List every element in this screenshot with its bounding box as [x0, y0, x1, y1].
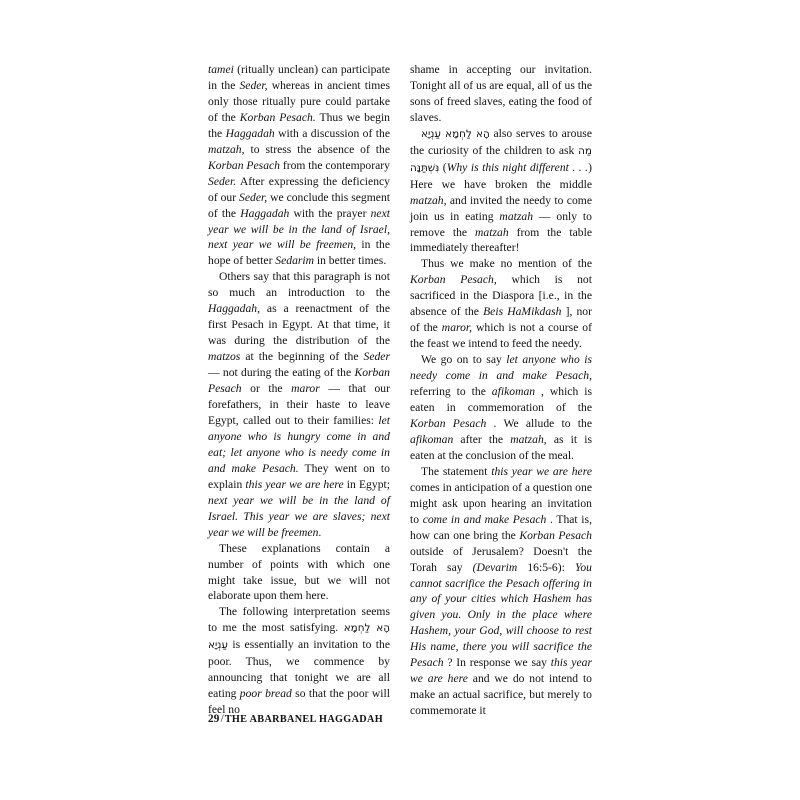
emphasis-text: Seder.	[208, 174, 237, 188]
body-text: we conclude this segment of the	[208, 190, 390, 220]
body-text: ) Here we have broken the middle	[410, 160, 592, 191]
body-text: so that the poor will feel no	[208, 687, 390, 717]
emphasis-text: maror,	[441, 321, 473, 335]
emphasis-text: Why is this night different . . .	[446, 160, 589, 174]
emphasis-text: Haggadah	[208, 302, 258, 316]
body-text: Others say that this paragraph is not so much an introduction to the	[208, 270, 390, 300]
emphasis-text: matzos	[208, 350, 241, 364]
body-text: . That is, how can one bring the	[410, 512, 592, 542]
emphasis-text: this year we are here	[491, 464, 592, 478]
emphasis-text: this year we are here	[410, 656, 592, 686]
hebrew-phrase: מַה נִּשְׁתַּנָּה	[410, 144, 592, 174]
emphasis-text: Seder,	[239, 78, 268, 92]
emphasis-text: (Devarim	[472, 560, 518, 574]
body-text: as it is eaten at the conclusion of the meal.	[410, 432, 592, 462]
body-text: We go on to say	[421, 353, 507, 367]
emphasis-text: this year we are here	[245, 477, 344, 491]
body-text: The statement	[421, 464, 492, 478]
body-text: ], nor of the	[410, 305, 592, 335]
emphasis-text: next year we will be in the land of Israel. This year we are slaves; next year we will be freemen	[208, 493, 390, 539]
emphasis-text: matzah,	[208, 142, 245, 156]
two-column-text-body	[208, 62, 593, 718]
emphasis-text: tamei	[208, 63, 234, 76]
emphasis-text: let anyone who is hungry come in and eat; let anyone who is needy come in and make Pesach.	[208, 413, 390, 475]
footer-separator: /	[220, 713, 224, 725]
body-text: also serves to arouse the curiosity of the children to ask	[410, 126, 593, 157]
paragraph-p-also-serves	[410, 126, 592, 257]
emphasis-text: Sedarim	[275, 254, 315, 268]
emphasis-text: You cannot sacrifice the Pesach offering in any of your cities which Hashem has given you. Only in the place where Hashem, your God, will choose to rest His name, there you will sacrifice the Pesach	[410, 560, 592, 670]
paragraph-p-tamei	[208, 62, 390, 269]
body-text: 16:5-6):	[517, 560, 575, 574]
emphasis-text: Korban Pesach	[208, 366, 390, 396]
body-text: after the	[453, 432, 511, 446]
emphasis-text: Korban Pesach	[208, 158, 280, 172]
emphasis-text: matzah	[410, 193, 444, 207]
body-text: outside of Jerusalem? Doesn't the Torah say	[410, 544, 592, 574]
emphasis-text: matzah,	[510, 432, 547, 446]
emphasis-text: Korban Pesach	[519, 528, 592, 542]
footer-book-title: THE ABARBANEL HAGGADAH	[224, 714, 383, 725]
body-text: — not during the eating of the	[208, 366, 355, 380]
body-text: which is not a course of the feast we intend to feed the needy.	[410, 321, 593, 351]
emphasis-text: Seder,	[239, 190, 268, 204]
emphasis-text: Haggadah	[240, 206, 290, 220]
body-text: in the hope of better	[208, 238, 390, 268]
body-text: at the beginning of the	[240, 350, 364, 364]
right-text-column	[410, 62, 593, 718]
body-text: is essentially an invitation to the poor. Thus, we commence by announcing that tonight we are all eating	[208, 638, 390, 701]
emphasis-text: come in and make Pesach	[422, 512, 547, 526]
emphasis-text: next year we will be in the land of Israel, next year we will be freemen,	[208, 206, 390, 252]
emphasis-text: let anyone who is needy come in and make Pesach,	[410, 353, 592, 383]
body-text: They went on to explain	[208, 461, 390, 491]
body-text: and we do not intend to make an actual sacrifice, but merely to commemorate it	[410, 672, 593, 718]
body-text: (ritually unclean) can participate in the	[208, 63, 390, 92]
body-text: After expressing the deficiency of our	[208, 174, 390, 204]
paragraph-p-shame-continuation	[410, 62, 592, 126]
body-text: in better times.	[314, 254, 387, 268]
body-text: with the prayer	[289, 206, 371, 220]
footer-page-number: 29	[208, 713, 220, 725]
body-text: from the table immediately thereafter!	[410, 225, 592, 255]
body-text: from the contemporary	[280, 158, 390, 172]
emphasis-text: Korban Pesach.	[239, 110, 316, 124]
body-text: , and invited the needy to come join us in eating	[410, 193, 592, 223]
body-text: whereas in ancient times only those ritually pure could partake of the	[208, 78, 390, 124]
emphasis-text: Beis HaMikdash	[483, 305, 562, 319]
paragraph-p-these-explanations	[208, 541, 390, 605]
emphasis-text: poor bread	[239, 687, 292, 701]
body-text: .	[318, 525, 322, 539]
body-text: (	[439, 160, 447, 174]
paragraph-p-we-go-on	[410, 352, 592, 464]
emphasis-text: afikoman	[410, 432, 454, 446]
body-text: These explanations contain a number of points with which one might take issue, but we will not elaborate upon them here.	[208, 541, 390, 603]
emphasis-text: matzah	[475, 225, 509, 239]
body-text: with a discussion of the	[274, 126, 390, 140]
emphasis-text: Korban Pesach,	[410, 273, 497, 287]
hebrew-phrase: הָא לַחְמָא עַנְיָא	[421, 127, 490, 140]
emphasis-text: matzah	[499, 209, 534, 223]
paragraph-p-others-say	[208, 269, 390, 540]
paragraph-p-no-mention	[410, 256, 592, 352]
body-text: or the	[241, 382, 292, 396]
page-footer	[208, 712, 628, 727]
paragraph-p-statement	[410, 464, 592, 719]
body-text: referring to the	[410, 385, 492, 399]
body-text: Thus we begin the	[208, 110, 390, 140]
emphasis-text: maror	[291, 382, 320, 396]
body-text: . We allude to the	[486, 416, 592, 430]
emphasis-text: Seder	[363, 350, 390, 364]
body-text: — that our forefathers, in their haste to leave Egypt, called out to their families:	[208, 382, 390, 427]
emphasis-text: afikoman	[491, 385, 536, 399]
emphasis-text: Korban Pesach	[410, 416, 487, 430]
emphasis-text: Haggadah	[225, 126, 275, 140]
body-text: The following interpretation seems to me the most satisfying.	[208, 605, 390, 635]
body-text: , which is eaten in commemoration of the	[410, 385, 592, 415]
left-text-column	[208, 62, 390, 717]
paragraph-p-following-interpretation	[208, 604, 390, 718]
body-text: Thus we make no mention of the	[421, 257, 592, 271]
body-text: ? In response we say	[443, 656, 551, 670]
body-text: — only to remove the	[410, 209, 592, 239]
body-text: to stress the absence of the	[244, 142, 390, 156]
hebrew-phrase: הָא לַחְמָא עַנְיָא	[208, 622, 390, 652]
body-text: comes in anticipation of a question one might ask upon hearing an invitation to	[410, 480, 592, 526]
body-text: shame in accepting our invitation. Tonight all of us are equal, all of us the sons of freed slaves, eating the food of slaves.	[410, 63, 592, 124]
body-text: in Egypt;	[343, 477, 390, 491]
body-text: , as a reenactment of the first Pesach in Egypt. At that time, it was during the distribution of the	[208, 302, 390, 348]
body-text: which is not sacrificed in the Diaspora [i.e., in the absence of the	[410, 273, 592, 319]
